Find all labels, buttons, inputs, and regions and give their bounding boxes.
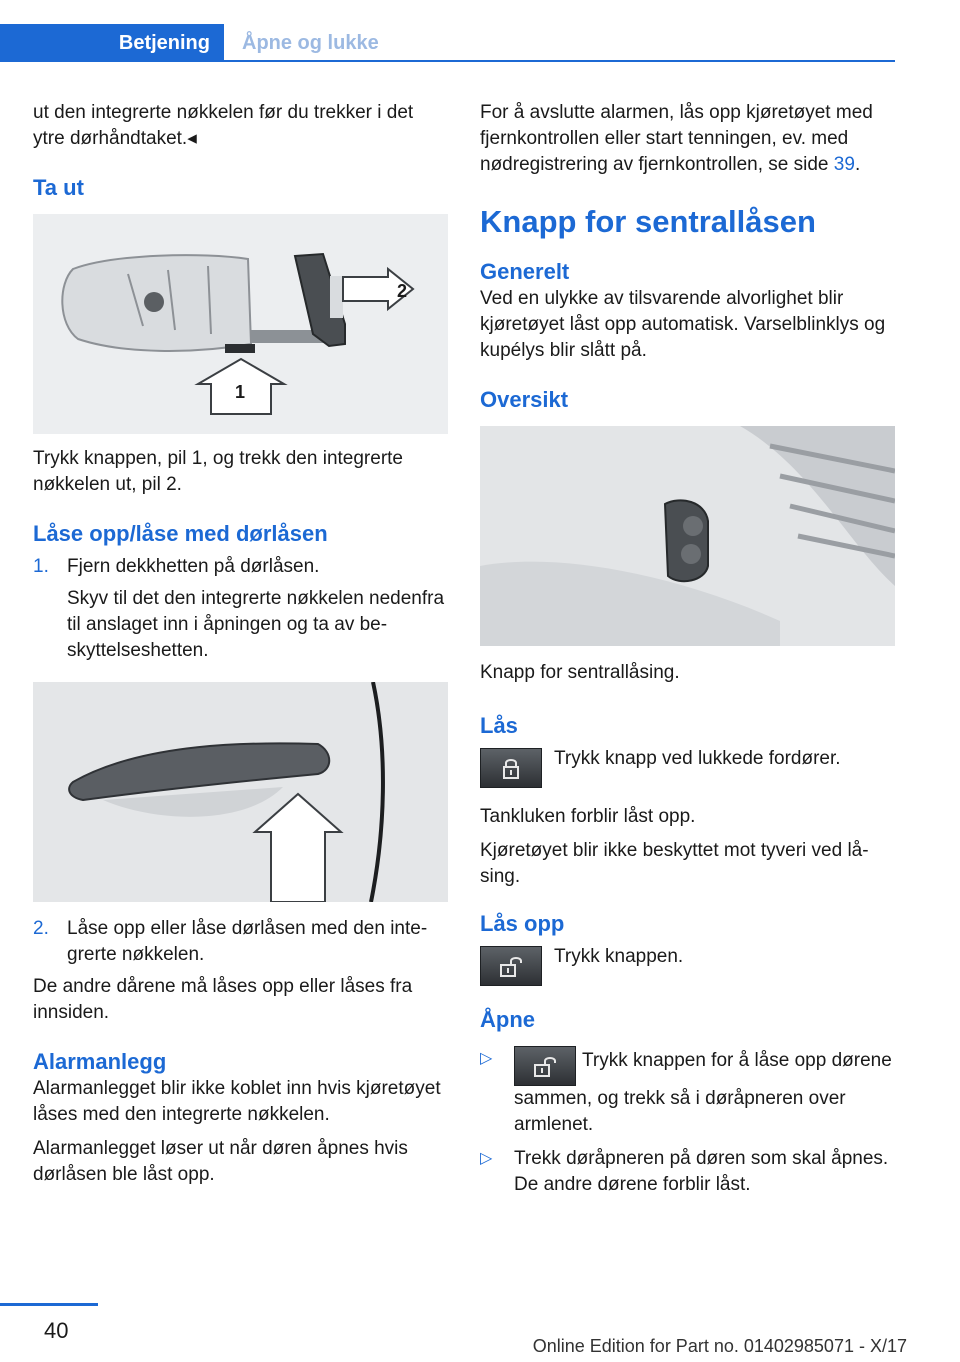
paragraph-alarm-1: Alarmanlegget blir ikke koblet inn hvis kjøretøyet låses med den integrerte nøkkelen. [33,1078,441,1125]
paragraph-kjore: Kjøretøyet blir ikke beskyttet mot tyveri ved låsing. [480,840,869,887]
paragraph-generelt: Ved en ulykke av tilsvarende alvorlighet blir kjøretøyet låst opp automatisk. Varselblinklys og kupélys blir slått på. [480,288,886,361]
las-opp-row [480,946,896,986]
header-rule [0,60,895,62]
figure-caption-2: Knapp for sentrallåsing. [480,662,680,683]
edition-note: Online Edition for Part no. 01402985071 - X/17 [532,1336,907,1356]
heading-las-opp: Lås opp [480,911,565,936]
heading-alarm: Alarmanlegg [33,1049,167,1074]
paragraph-tank: Tankluken forblir låst opp. [480,806,696,827]
arrow-1-label: 1 [235,382,246,402]
key-removal-illustration [33,214,448,434]
page-header [0,0,960,64]
heading-ta-ut: Ta ut [33,175,84,200]
key-removal-figure [33,214,448,434]
footer-rule [0,1303,98,1306]
unlock-button-icon [480,946,542,986]
step-text: Skyv til det den integrerte nøkkelen nedenfra til anslaget inn i åpningen og ta av beskyttelseshetten. [67,588,445,661]
steps-list [33,554,449,664]
bullet-marker: ▷ [480,1050,493,1067]
las-opp-text: Trykk knappen. [554,946,684,967]
step-number: 1. [33,556,49,577]
unlock-icon [531,1054,559,1078]
steps-list-2 [33,916,449,968]
page-number: 40 [44,1318,69,1343]
section-tab-active[interactable]: Betjening [0,24,224,62]
page-title: Knapp for sentrallåsen [480,204,816,239]
bullet-text: Trekk døråpneren på døren som skal åpnes. De andre dørene forblir låst. [514,1148,889,1195]
list-item [33,554,449,664]
heading-las: Lås [480,713,518,738]
central-lock-figure [480,426,895,646]
heading-generelt: Generelt [480,259,570,284]
lock-icon [500,756,522,780]
left-column [33,100,449,1196]
figure-caption-1: Trykk knappen, pil 1, og trekk den integrerte nøkkelen ut, pil 2. [33,448,403,495]
unlock-icon [497,954,525,978]
bullet-marker: ▷ [480,1150,493,1167]
paragraph-text: For å avslutte alarmen, lås opp kjøretøyet med fjernkontrollen eller start tenningen, ev. med nødregistrering av fjernkontrollen, se side [480,102,873,175]
list-item [480,1146,896,1198]
lock-button-icon [480,748,542,788]
paragraph-text: . [854,154,861,175]
page-reference-link[interactable]: 39 [833,154,855,175]
bullet-text: Trykk knappen for å låse opp dørene sammen, og trekk så i døråpneren over armlenet. [514,1050,892,1135]
heading-oversikt: Oversikt [480,387,569,412]
step-number: 2. [33,918,49,939]
right-column [480,100,896,1204]
intro-paragraph: ut den integrerte nøkkelen før du trekker i det ytre dørhåndtaket.◂ [33,102,414,149]
step-text: Låse opp eller låse dørlåsen med den integrerte nøkkelen. [67,918,428,965]
door-handle-illustration [33,682,448,902]
heading-lase: Låse opp/låse med dørlåsen [33,521,328,546]
central-lock-illustration [480,426,895,646]
paragraph-andre: De andre dårene må låses opp eller låses fra innsiden. [33,976,413,1023]
list-item [33,916,449,968]
bullet-list [480,1046,896,1198]
step-text: Fjern dekkhetten på dørlåsen. [67,556,320,577]
paragraph-alarm-2: Alarmanlegget løser ut når døren åpnes hvis dørlåsen ble låst opp. [33,1138,408,1185]
list-item [480,1046,896,1138]
arrow-2-label: 2 [397,281,408,301]
las-text: Trykk knapp ved lukkede fordører. [554,748,841,769]
section-tab-inactive[interactable]: Åpne og lukke [242,31,379,54]
unlock-button-icon [514,1046,576,1086]
heading-apne: Åpne [480,1007,535,1032]
paragraph-avslutt [480,100,896,178]
las-row [480,748,896,788]
door-handle-figure [33,682,448,902]
